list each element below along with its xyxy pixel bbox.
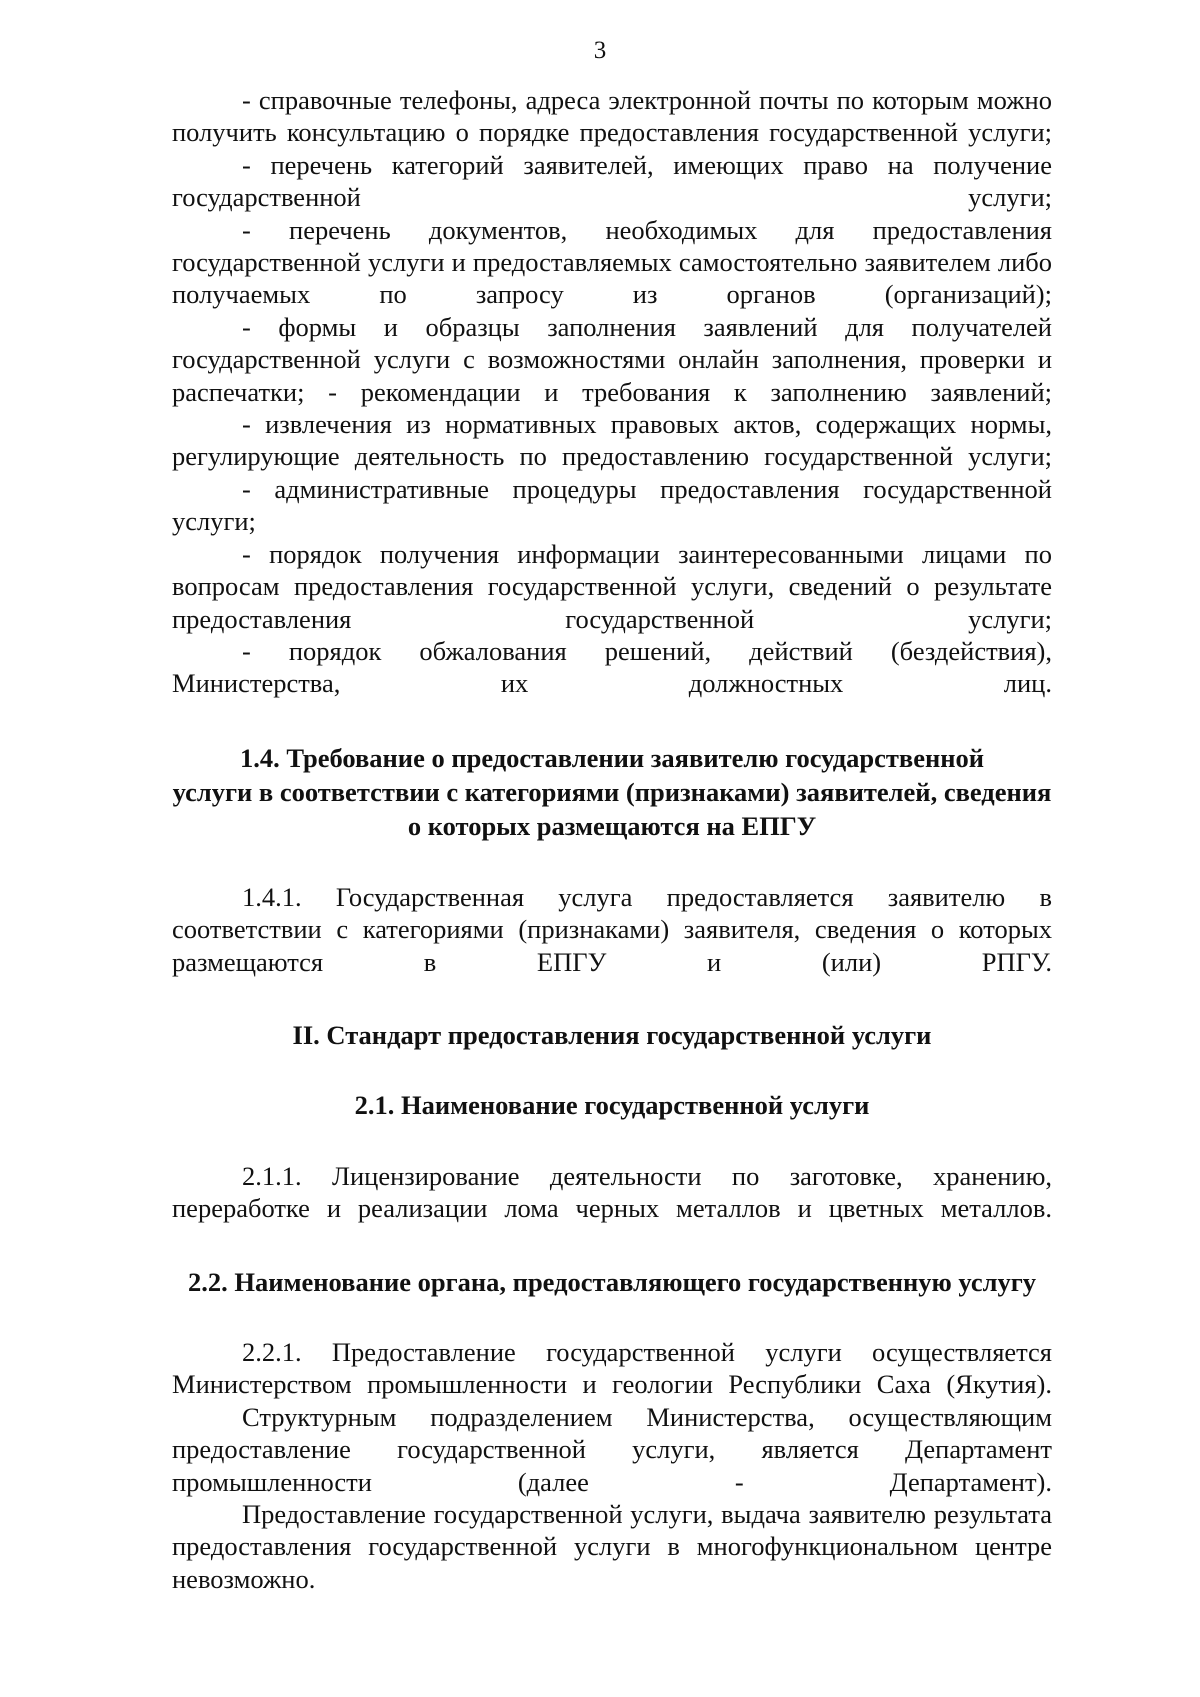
list-item: - порядок получения информации заинтересованными лицами по вопросам предоставления государственной услуги, сведений о результате предоставления государственной услуги; <box>172 538 1052 634</box>
paragraph-structural-unit: Структурным подразделением Министерства, осуществляющим предоставление государственной услуги, является Департамент промышленности (далее - Департамент). <box>172 1401 1052 1497</box>
list-item: - перечень категорий заявителей, имеющих право на получение государственной услуги; <box>172 149 1052 213</box>
page-content <box>172 84 1052 1595</box>
section-1-4-heading <box>172 741 1052 843</box>
heading-line: 1.4. Требование о предоставлении заявителю государственной <box>239 742 985 773</box>
list-item: - формы и образцы заполнения заявлений для получателей государственной услуги с возможностями онлайн заполнения, проверки и распечатки; - рекомендации и требования к заполнению заявлений; <box>172 311 1052 407</box>
page-number: 3 <box>593 37 607 64</box>
paragraph-1-4-1: 1.4.1. Государственная услуга предоставляется заявителю в соответствии с категориями (признаками) заявителя, сведения о которых размещаются в ЕПГУ и (или) РПГУ. <box>172 881 1052 977</box>
paragraph-mfc: Предоставление государственной услуги, выдача заявителю результата предоставления государственной услуги в многофункциональном центре невозможно. <box>172 1499 1052 1594</box>
paragraph-2-2-1: 2.2.1. Предоставление государственной услуги осуществляется Министерством промышленности и геологии Республики Саха (Якутия). <box>172 1336 1052 1400</box>
paragraph-2-1-1: 2.1.1. Лицензирование деятельности по заготовке, хранению, переработке и реализации лома черных металлов и цветных металлов. <box>172 1160 1052 1224</box>
section-II-heading: II. Стандарт предоставления государственной услуги <box>292 1019 932 1050</box>
heading-line: о которых размещаются на ЕПГУ <box>407 810 817 841</box>
list-item: - порядок обжалования решений, действий (бездействия), Министерства, их должностных лиц. <box>172 635 1052 699</box>
section-2-1-heading: 2.1. Наименование государственной услуги <box>354 1090 870 1121</box>
list-item: - административные процедуры предоставления государственной услуги; <box>172 473 1052 537</box>
list-item: - справочные телефоны, адреса электронной почты по которым можно получить консультацию о порядке предоставления государственной услуги; <box>172 85 1052 148</box>
list-item: - перечень документов, необходимых для предоставления государственной услуги и предоставляемых самостоятельно заявителем либо получаемых по запросу из органов (организаций); <box>172 214 1052 310</box>
info-list <box>172 84 1052 700</box>
list-item: - извлечения из нормативных правовых актов, содержащих нормы, регулирующие деятельность по предоставлению государственной услуги; <box>172 409 1052 472</box>
section-2-2-heading: 2.2. Наименование органа, предоставляющего государственную услугу <box>187 1266 1037 1297</box>
heading-line: услуги в соответствии с категориями (признаками) заявителей, сведения <box>172 776 1052 807</box>
